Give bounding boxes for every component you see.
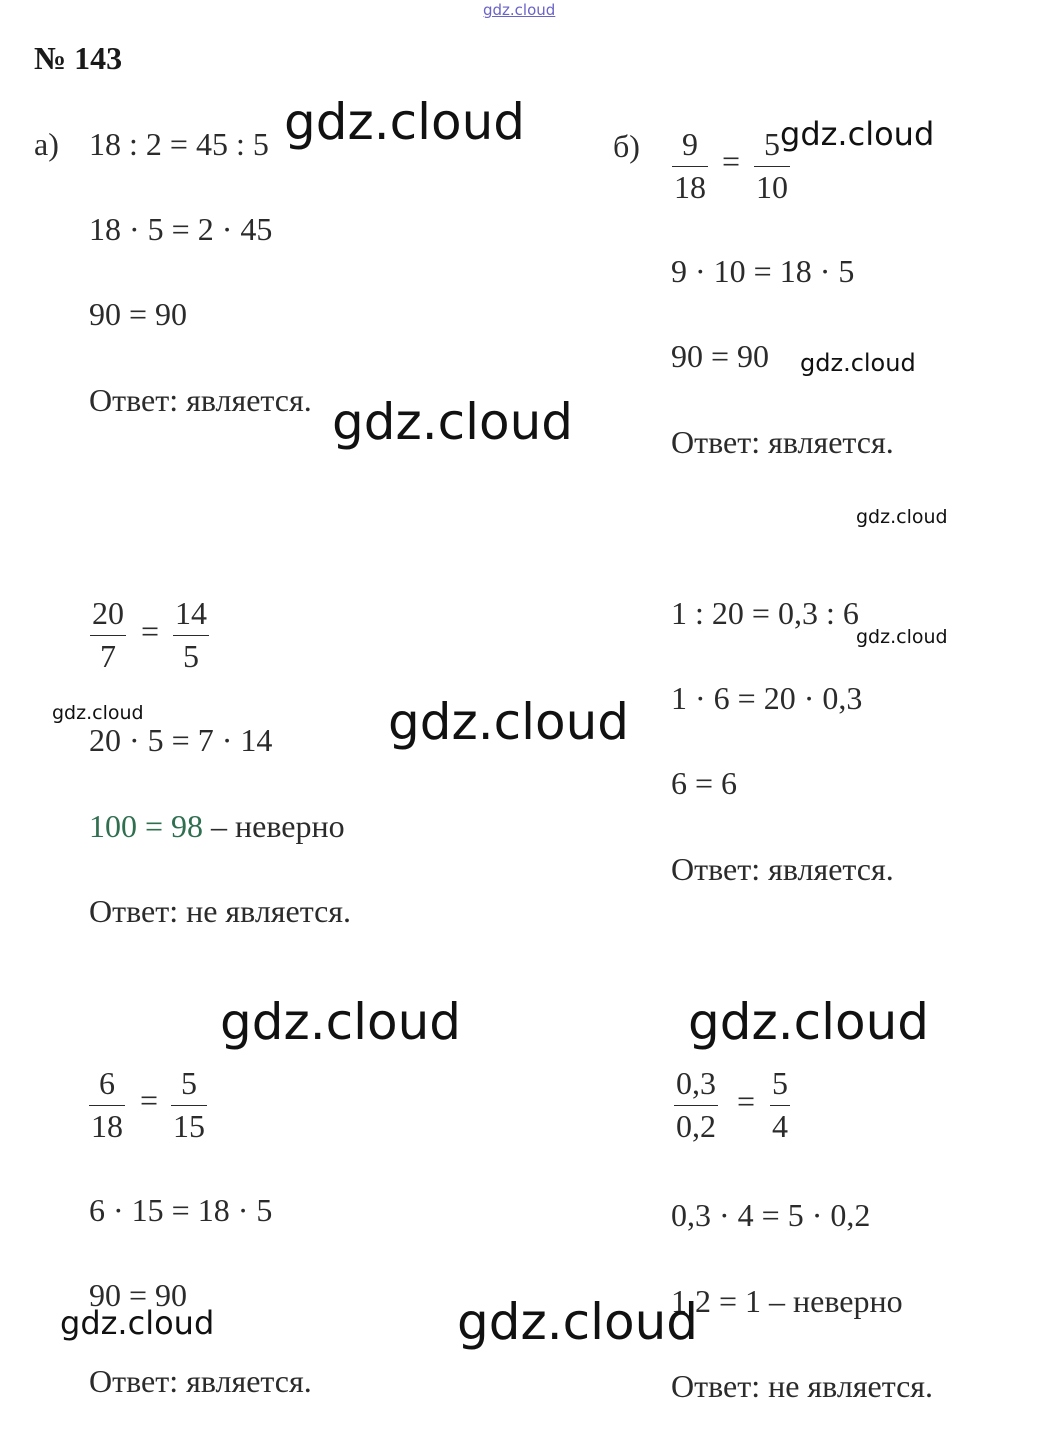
b3-answer: Ответ: не является. bbox=[671, 1368, 934, 1404]
b3-fraction-left bbox=[674, 1067, 718, 1142]
b1-frac-right-num: 5 bbox=[754, 128, 790, 167]
a3-frac-right-num: 5 bbox=[171, 1067, 207, 1106]
watermark: gdz.cloud bbox=[52, 702, 144, 724]
a3-equals: = bbox=[140, 1082, 159, 1118]
b3-frac-right-den: 4 bbox=[772, 1108, 788, 1144]
a2-line3 bbox=[89, 810, 345, 842]
a1-line1: 18 : 2 = 45 : 5 bbox=[89, 126, 269, 162]
b1-line3: 90 = 90 bbox=[671, 338, 770, 374]
a2-frac-left-num: 20 bbox=[90, 597, 126, 636]
b1-line2: 9 · 10 = 18 · 5 bbox=[671, 253, 855, 289]
part-b-label: б) bbox=[613, 128, 640, 164]
b3-line3: 1,2 = 1 – неверно bbox=[671, 1283, 903, 1319]
watermark: gdz.cloud bbox=[856, 626, 948, 648]
a3-line2: 6 · 15 = 18 · 5 bbox=[89, 1192, 273, 1228]
b2-line1: 1 : 20 = 0,3 : 6 bbox=[671, 595, 859, 631]
b1-fraction-left bbox=[672, 128, 708, 203]
a3-frac-right-den: 15 bbox=[173, 1108, 205, 1144]
a3-fraction-right bbox=[171, 1067, 207, 1142]
b2-answer: Ответ: является. bbox=[671, 851, 894, 887]
watermark: gdz.cloud bbox=[856, 506, 948, 528]
b1-frac-left-num: 9 bbox=[672, 128, 708, 167]
watermark: gdz.cloud bbox=[688, 993, 930, 1051]
b1-frac-left-den: 18 bbox=[674, 169, 706, 205]
a2-frac-right-num: 14 bbox=[173, 597, 209, 636]
a3-frac-left-den: 18 bbox=[91, 1108, 123, 1144]
a3-frac-left-num: 6 bbox=[89, 1067, 125, 1106]
b1-equals: = bbox=[722, 143, 741, 179]
a2-frac-right-den: 5 bbox=[183, 638, 199, 674]
watermark: gdz.cloud bbox=[332, 393, 574, 451]
a1-line3: 90 = 90 bbox=[89, 296, 188, 332]
watermark: gdz.cloud bbox=[284, 93, 526, 151]
a3-line3: 90 = 90 bbox=[89, 1277, 188, 1313]
a3-answer: Ответ: является. bbox=[89, 1363, 312, 1399]
b3-frac-left-num: 0,3 bbox=[674, 1067, 718, 1106]
b3-fraction-right bbox=[770, 1067, 790, 1142]
b3-frac-right-num: 5 bbox=[770, 1067, 790, 1106]
b3-line2: 0,3 · 4 = 5 · 0,2 bbox=[671, 1197, 871, 1233]
a2-line2: 20 · 5 = 7 · 14 bbox=[89, 722, 273, 758]
part-a-label: а) bbox=[34, 126, 59, 162]
watermark: gdz.cloud bbox=[220, 993, 462, 1051]
a3-fraction-left bbox=[89, 1067, 125, 1142]
watermark: gdz.cloud bbox=[457, 1293, 699, 1351]
problem-number: № 143 bbox=[34, 40, 123, 76]
watermark: gdz.cloud bbox=[780, 115, 935, 153]
a1-line2: 18 · 5 = 2 · 45 bbox=[89, 211, 273, 247]
watermark: gdz.cloud bbox=[800, 349, 916, 377]
b1-answer: Ответ: является. bbox=[671, 424, 894, 460]
watermark: gdz.cloud bbox=[60, 1304, 215, 1342]
b2-line3: 6 = 6 bbox=[671, 765, 738, 801]
b1-frac-right-den: 10 bbox=[756, 169, 788, 205]
a2-fraction-left bbox=[90, 597, 126, 672]
watermark: gdz.cloud bbox=[388, 693, 630, 751]
a1-answer: Ответ: является. bbox=[89, 382, 312, 418]
site-link[interactable]: gdz.cloud bbox=[483, 1, 556, 19]
a2-answer: Ответ: не является. bbox=[89, 893, 352, 929]
a2-line3-equation: 100 = 98 bbox=[89, 808, 204, 844]
b3-frac-left-den: 0,2 bbox=[676, 1108, 716, 1144]
a2-fraction-right bbox=[173, 597, 209, 672]
b3-equals: = bbox=[737, 1083, 756, 1119]
a2-frac-left-den: 7 bbox=[100, 638, 116, 674]
a2-line3-verdict: – неверно bbox=[203, 808, 345, 844]
a2-equals: = bbox=[141, 613, 160, 649]
b2-line2: 1 · 6 = 20 · 0,3 bbox=[671, 680, 863, 716]
